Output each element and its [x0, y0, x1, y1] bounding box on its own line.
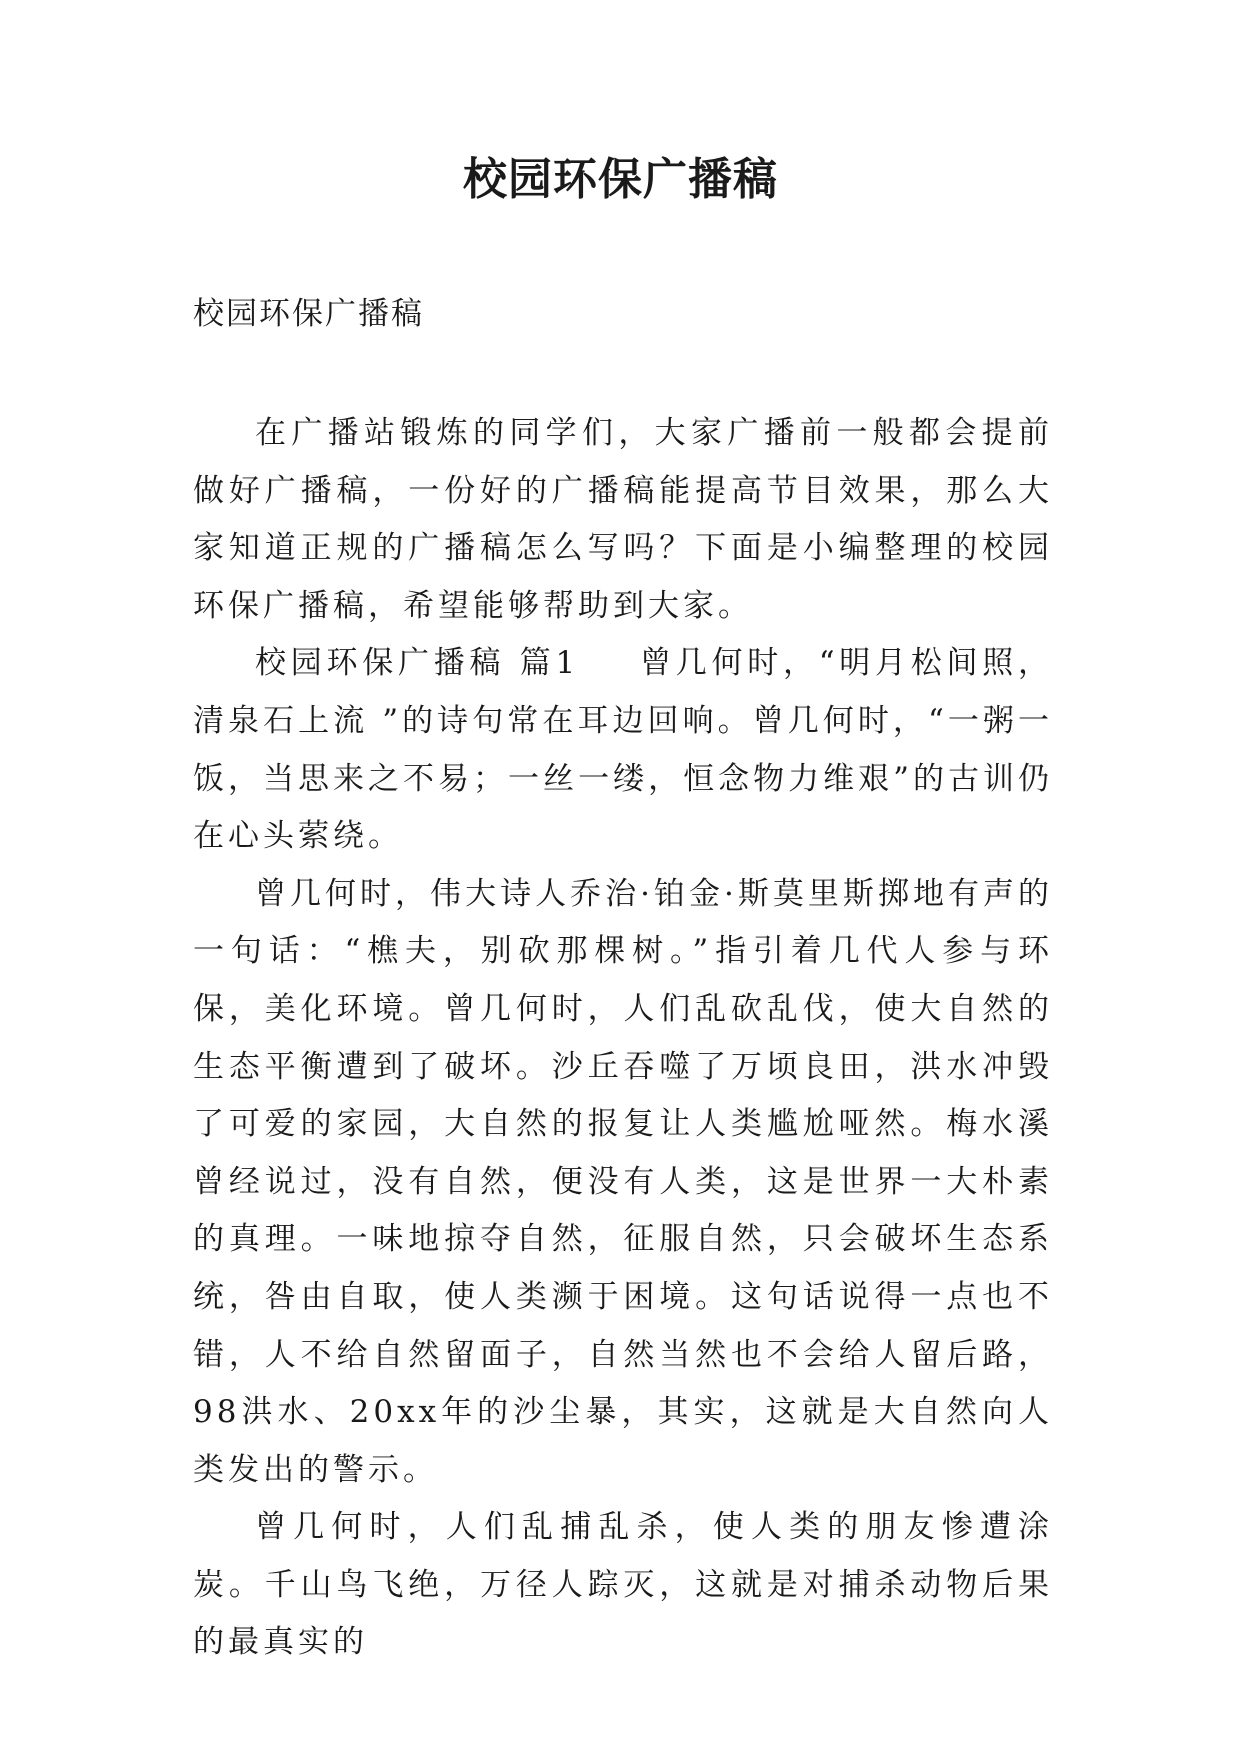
paragraph-section-1 — [193, 635, 1053, 865]
document-title: 校园环保广播稿 — [463, 154, 778, 205]
paragraph-text: 曾几何时，“明月松间照，清泉石上流 ”的诗句常在耳边回响。曾几何时，“一粥一饭，当思来之不易；一丝一缕，恒念物力维艰”的古训仍在心头萦绕。 — [193, 645, 1053, 855]
document-subtitle: 校园环保广播稿 — [193, 296, 424, 332]
paragraph-intro — [193, 405, 1053, 635]
paragraph-text: 曾几何时，伟大诗人乔治·铂金·斯莫里斯掷地有声的一句话：“樵夫，别砍那棵树。”指引着几代人参与环保，美化环境。曾几何时，人们乱砍乱伐，使大自然的生态平衡遭到了破坏。沙丘吞噬了万顷良田，洪水冲毁了可爱的家园，大自然的报复让人类尴尬哑然。梅水溪曾经说过，没有自然，便没有人类，这是世界一大朴素的真理。一味地掠夺自然，征服自然，只会破坏生态系统，咎由自取，使人类濒于困境。这句话说得一点也不错，人不给自然留面子，自然当然也不会给人留后路，98洪水、20xx年的沙尘暴，其实，这就是大自然向人类发出的警示。 — [193, 875, 1053, 1488]
document-body — [193, 405, 1053, 1672]
paragraph-text: 曾几何时，人们乱捕乱杀，使人类的朋友惨遭涂炭。千山鸟飞绝，万径人踪灭，这就是对捕杀动物后果的最真实的 — [193, 1509, 1053, 1661]
section-heading: 校园环保广播稿 篇1 — [255, 645, 580, 682]
paragraph-body — [193, 866, 1053, 1500]
paragraph-body — [193, 1499, 1053, 1672]
paragraph-text: 在广播站锻炼的同学们，大家广播前一般都会提前做好广播稿，一份好的广播稿能提高节目效果，那么大家知道正规的广播稿怎么写吗？下面是小编整理的校园环保广播稿，希望能够帮助到大家。 — [193, 415, 1053, 624]
